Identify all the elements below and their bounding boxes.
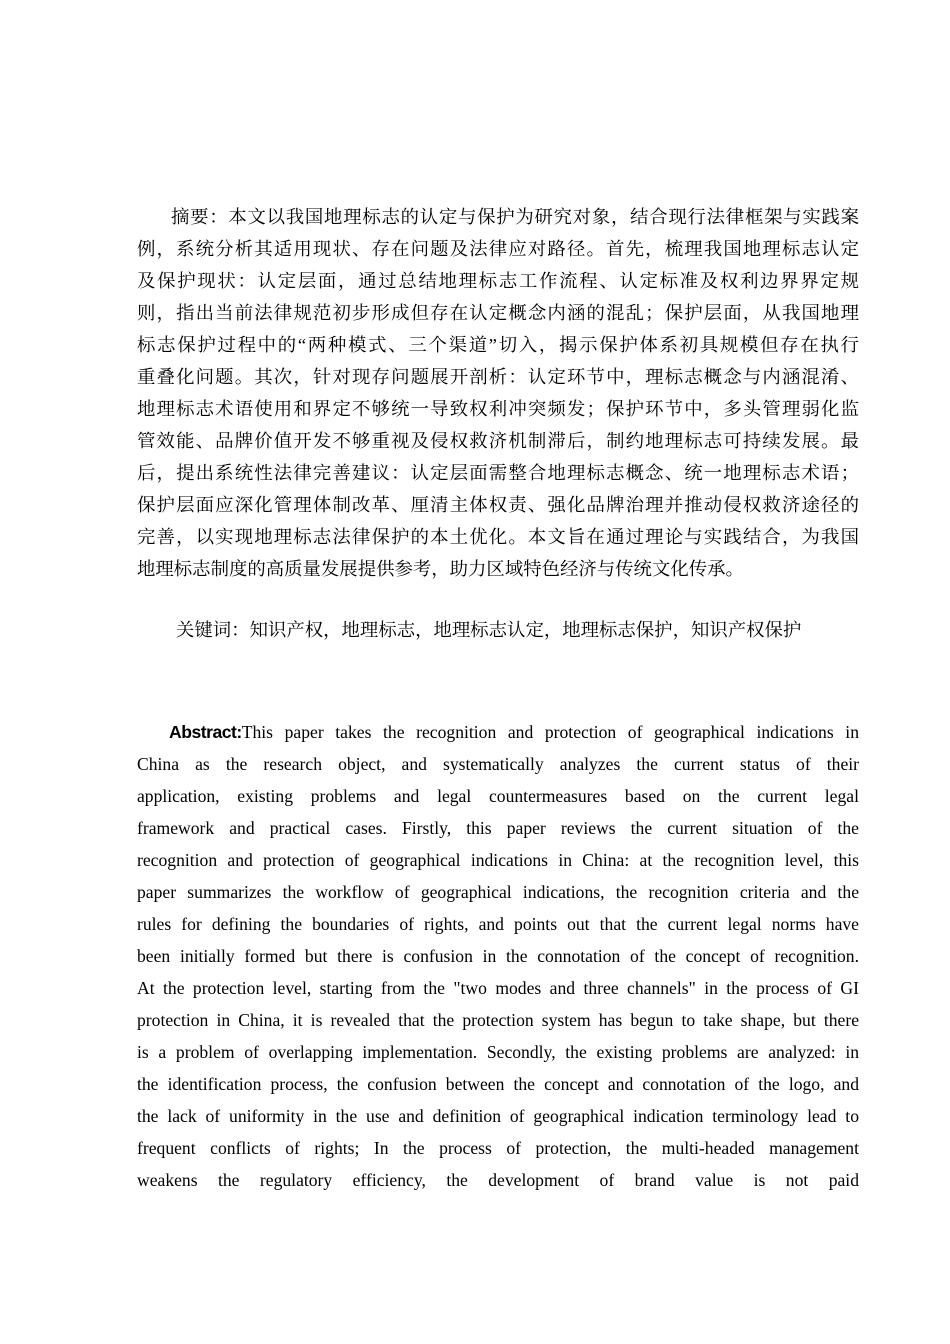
abstract-zh-line: 地理标志制度的高质量发展提供参考，助力区域特色经济与传统文化传承。 — [137, 559, 744, 579]
abstract-en-line: is a problem of overlapping implementation. Secondly, the existing problems are analyzed: in — [137, 1042, 859, 1062]
abstract-en-line: application, existing problems and legal countermeasures based on the current legal — [137, 786, 859, 806]
keywords-zh — [176, 614, 836, 646]
abstract-zh-line: 摘要：本文以我国地理标志的认定与保护为研究对象，结合现行法律框架与实践案 — [171, 206, 859, 227]
abstract-en-line: recognition and protection of geographical indications in China: at the recognition level, this — [137, 850, 859, 870]
abstract-zh-line: 则，指出当前法律规范初步形成但存在认定概念内涵的混乱；保护层面，从我国地理 — [137, 303, 859, 323]
abstract-en-line: the lack of uniformity in the use and definition of geographical indication terminology lead to — [137, 1106, 859, 1126]
keywords-zh-text: 知识产权，地理标志，地理标志认定，地理标志保护，知识产权保护 — [249, 620, 802, 640]
abstract-zh-label: 摘要： — [171, 206, 229, 227]
abstract-en-line: weakens the regulatory efficiency, the development of brand value is not paid — [137, 1170, 859, 1190]
keywords-zh-label: 关键词： — [176, 619, 250, 640]
abstract-en-line: the identification process, the confusion between the concept and connotation of the logo, and — [137, 1074, 859, 1094]
abstract-en-line: protection in China, it is revealed that the protection system has begun to take shape, but there — [137, 1010, 859, 1030]
abstract-zh-line: 保护层面应深化管理体制改革、厘清主体权责、强化品牌治理并推动侵权救济途径的 — [137, 495, 859, 515]
abstract-en-line: framework and practical cases. Firstly, this paper reviews the current situation of the — [137, 818, 859, 838]
abstract-en-line: rules for defining the boundaries of rights, and points out that the current legal norms have — [137, 914, 859, 934]
abstract-zh-line: 完善，以实现地理标志法律保护的本土优化。本文旨在通过理论与实践结合，为我国 — [137, 527, 859, 547]
abstract-zh-line: 例，系统分析其适用现状、存在问题及法律应对路径。首先，梳理我国地理标志认定 — [137, 239, 859, 259]
abstract-zh-line: 地理标志术语使用和界定不够统一导致权利冲突频发；保护环节中，多头管理弱化监 — [137, 399, 859, 419]
abstract-zh-line: 标志保护过程中的“两种模式、三个渠道”切入，揭示保护体系初具规模但存在执行 — [137, 335, 859, 355]
abstract-en-line: China as the research object, and systematically analyzes the current status of their — [137, 754, 859, 774]
abstract-zh-line: 及保护现状：认定层面，通过总结地理标志工作流程、认定标准及权利边界界定规 — [137, 271, 859, 291]
abstract-en-line: frequent conflicts of rights; In the process of protection, the multi-headed management — [137, 1138, 859, 1158]
abstract-en-line: Abstract:This paper takes the recognition and protection of geographical indications in — [169, 722, 859, 742]
abstract-en-label: Abstract: — [169, 722, 242, 742]
abstract-en-line: At the protection level, starting from the "two modes and three channels" in the process of GI — [137, 978, 859, 998]
abstract-en-line: been initially formed but there is confusion in the connotation of the concept of recognition. — [137, 946, 859, 966]
abstract-zh-line: 后，提出系统性法律完善建议：认定层面需整合地理标志概念、统一地理标志术语； — [137, 463, 859, 483]
abstract-en-line: paper summarizes the workflow of geographical indications, the recognition criteria and the — [137, 882, 859, 902]
abstract-zh-line: 管效能、品牌价值开发不够重视及侵权救济机制滞后，制约地理标志可持续发展。最 — [137, 431, 859, 451]
abstract-zh-line: 重叠化问题。其次，针对现存问题展开剖析：认定环节中，理标志概念与内涵混淆、 — [137, 367, 859, 387]
